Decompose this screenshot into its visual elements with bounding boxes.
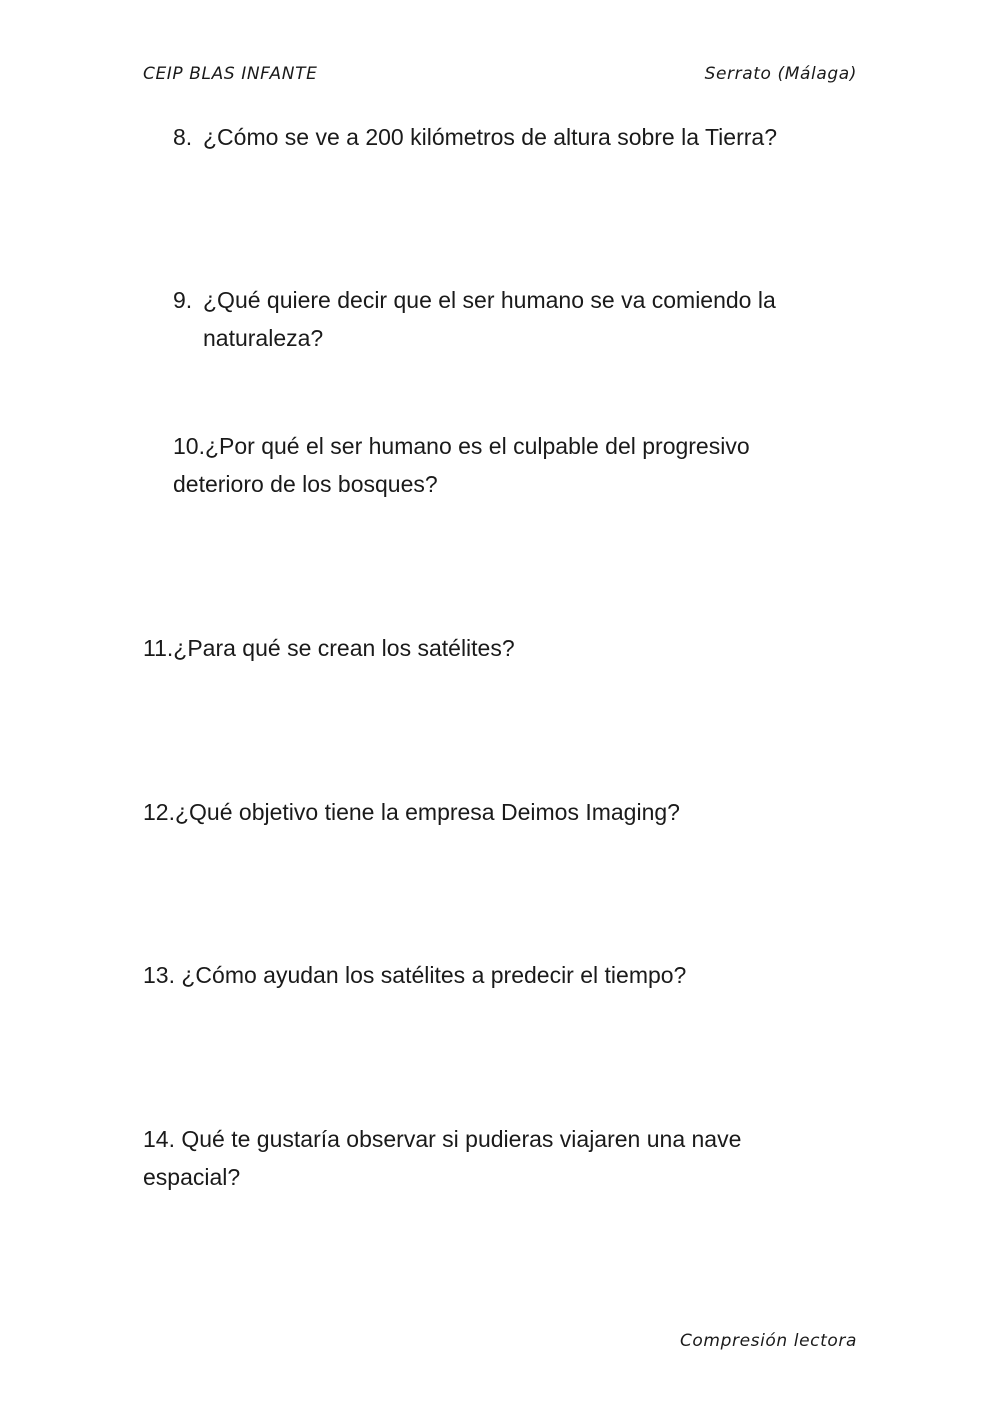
page-header: [143, 64, 857, 90]
question-text: ¿Qué objetivo tiene la empresa Deimos Imaging?: [174, 799, 680, 825]
question-11: [143, 629, 843, 667]
question-text: ¿Cómo ayudan los satélites a predecir el tiempo?: [174, 962, 687, 988]
question-number: 12.: [143, 799, 175, 825]
question-8: [173, 118, 863, 156]
school-location: Serrato (Málaga): [704, 64, 857, 84]
school-name: CEIP BLAS INFANTE: [143, 64, 318, 84]
question-number: 8.: [173, 124, 193, 150]
question-number: 10.: [173, 433, 205, 459]
question-text: ¿Qué quiere decir que el ser humano se va comiendo la naturaleza?: [203, 287, 776, 351]
question-9: [173, 281, 833, 357]
question-14: [143, 1120, 803, 1196]
page-footer: Compresión lectora: [679, 1331, 857, 1351]
question-number: 13.: [143, 962, 175, 988]
question-number: 9.: [173, 287, 193, 313]
question-text: ¿Para qué se crean los satélites?: [173, 635, 515, 661]
question-number: 14.: [143, 1126, 175, 1152]
question-text: ¿Por qué el ser humano es el culpable del progresivo deterioro de los bosques?: [173, 433, 750, 497]
question-13: [143, 956, 843, 994]
question-text: ¿Cómo se ve a 200 kilómetros de altura sobre la Tierra?: [203, 124, 777, 150]
question-12: [143, 793, 843, 831]
question-text: Qué te gustaría observar si pudieras viajaren una nave espacial?: [143, 1126, 742, 1190]
question-number: 11.: [143, 635, 174, 661]
question-10: [173, 427, 813, 503]
